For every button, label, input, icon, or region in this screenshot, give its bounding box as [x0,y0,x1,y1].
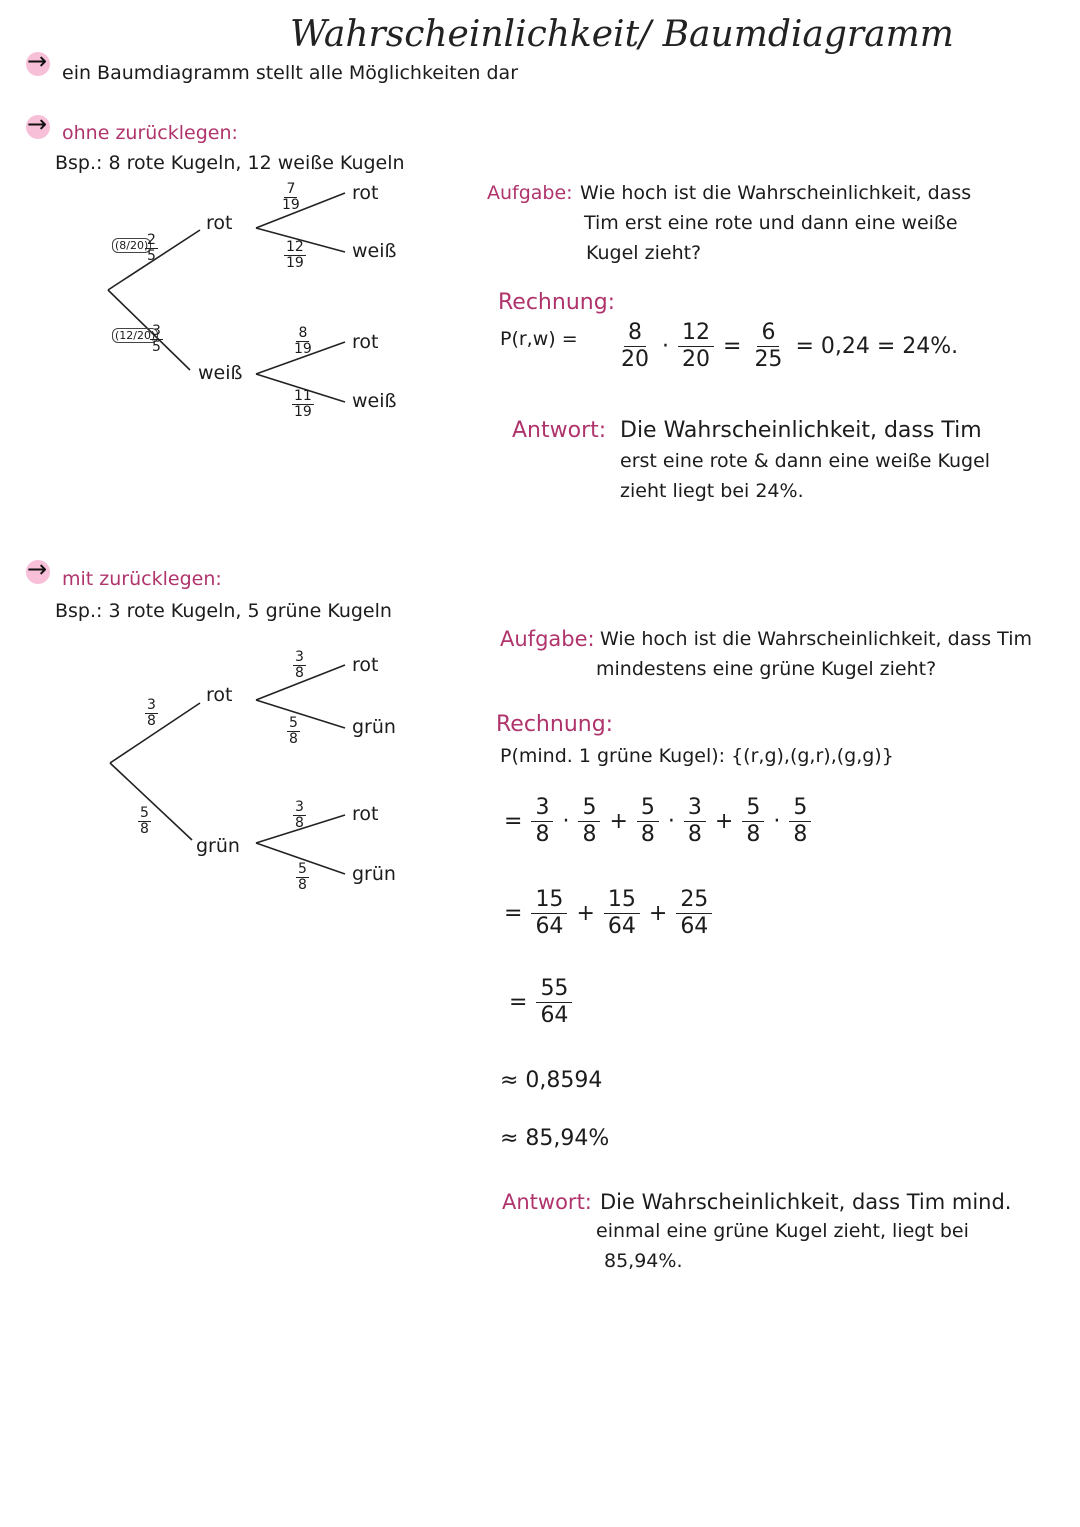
answer2-text-line3: 85,94%. [604,1250,683,1272]
tree2-prob-gruen: $\frac{5}{8}$ [140,805,149,837]
tree1-prob-rot: $\frac{2}{5}$ [147,232,156,264]
tree2-label-gruen-gruen: grün [352,863,396,885]
tree1-label-rot-rot: rot [352,182,379,204]
section2-heading: mit zurücklegen: [62,568,222,590]
task2-text-line2: mindestens eine grüne Kugel zieht? [596,658,937,680]
calc1-expression: 8 20 · $\frac{12}{20}$ = $\frac{6}{25}$ = 0,24 = 24%. [621,320,959,372]
tree2-prob-rot: $\frac{3}{8}$ [147,697,156,729]
tree2-label-rot: rot [206,684,233,706]
tree2-prob-gruen-gruen: $\frac{5}{8}$ [298,861,307,893]
tree1-prob-rot-weiss: $\frac{12}{19}$ [286,239,304,271]
tree1-label-rot: rot [206,212,233,234]
tree2-prob-rot-gruen: $\frac{5}{8}$ [289,715,298,747]
tree1-prob-weiss-weiss: $\frac{11}{19}$ [294,388,312,420]
answer1-text-line1: Die Wahrscheinlichkeit, dass Tim [620,418,982,443]
tree2-label-rot-rot: rot [352,654,379,676]
task1-label: Aufgabe: [487,182,573,204]
calc2-set: P(mind. 1 grüne Kugel): {(r,g),(g,r),(g,g)} [500,745,894,767]
calc2-line3: = $\frac{55}{64}$ [505,976,577,1029]
tree2-prob-rot-rot: $\frac{3}{8}$ [295,649,304,681]
task2-label: Aufgabe: [500,627,595,651]
task1-text-line3: Kugel zieht? [586,242,702,264]
section1-example: Bsp.: 8 rote Kugeln, 12 weiße Kugeln [55,152,405,174]
tree2-label-rot-gruen: grün [352,716,396,738]
calc1-lhs: P(r,w) = [500,328,578,350]
page-title: Wahrscheinlichkeit/ Baumdiagramm [290,14,954,55]
task2-text-line1: Wie hoch ist die Wahrscheinlichkeit, dass Tim [600,628,1032,650]
calc2-approx-percent: ≈ 85,94% [500,1126,610,1151]
calc1-label: Rechnung: [498,290,616,315]
tree1-prob-weiss-paren: (12/20) [112,328,158,343]
tree1-prob-rot-paren: (8/20) [112,238,151,253]
answer2-text-line1: Die Wahrscheinlichkeit, dass Tim mind. [600,1190,1012,1214]
section1-heading: ohne zurücklegen: [62,122,238,144]
tree1-label-weiss-weiss: weiß [352,390,397,412]
task1-text-line1: Wie hoch ist die Wahrscheinlichkeit, dass [580,182,972,204]
calc2-line2: = $\frac{15}{64}$ + $\frac{15}{64}$ + $\frac{25}{64}$ [500,887,717,940]
task1-text-line2: Tim erst eine rote und dann eine weiße [584,212,958,234]
calc2-label: Rechnung: [496,712,614,737]
answer2-text-line2: einmal eine grüne Kugel zieht, liegt bei [596,1220,969,1242]
tree2-label-gruen-rot: rot [352,803,379,825]
intro-text: ein Baumdiagramm stellt alle Möglichkeiten dar [62,62,518,84]
calc2-line1: = $\frac{3}{8}$ · 5 8 + $\frac{5}{8}$ · 3 8 + $\frac{5}{8}$ · 5 8 [500,795,816,848]
tree1-prob-weiss: $\frac{3}{5}$ [152,323,161,355]
tree2-prob-gruen-rot: $\frac{3}{8}$ [295,799,304,831]
answer1-text-line3: zieht liegt bei 24%. [620,480,804,502]
answer1-text-line2: erst eine rote & dann eine weiße Kugel [620,450,991,472]
tree1-label-weiss: weiß [198,362,243,384]
arrow-right-icon: → [27,47,48,75]
tree1-prob-rot-rot: $\frac{7}{19}$ [282,181,300,213]
answer1-label: Antwort: [512,418,607,443]
tree1-label-weiss-rot: rot [352,331,379,353]
tree2-label-gruen: grün [196,835,240,857]
tree1-prob-weiss-rot: $\frac{8}{19}$ [294,325,312,357]
tree2-branch-gruen [110,763,192,840]
answer2-label: Antwort: [502,1190,592,1214]
tree1-label-rot-weiss: weiß [352,240,397,262]
tree2-branch-rot-gruen [256,700,345,728]
arrow-right-icon: → [27,555,48,583]
calc2-approx-decimal: ≈ 0,8594 [500,1068,603,1093]
section2-example: Bsp.: 3 rote Kugeln, 5 grüne Kugeln [55,600,392,622]
arrow-right-icon: → [27,110,48,138]
